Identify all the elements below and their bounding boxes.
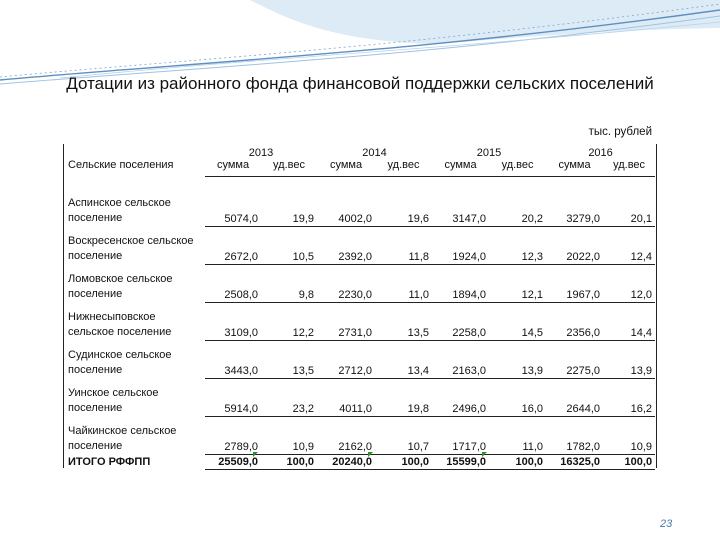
- settlement-name: Ломовское сельское поселение: [68, 272, 173, 300]
- settlement-name: Воскресенское сельское поселение: [68, 234, 194, 262]
- column-header-name: Сельские поселения: [68, 159, 174, 171]
- column-header-share: уд.вес: [375, 159, 432, 177]
- value-cell: 19,8: [375, 379, 432, 417]
- value-cell: 4002,0: [317, 177, 375, 227]
- value-cell: 13,5: [375, 303, 432, 341]
- table-row: [64, 303, 655, 341]
- error-marker-icon: [253, 452, 258, 457]
- column-header-share: уд.вес: [489, 159, 546, 177]
- value-cell: 3279,0: [546, 177, 603, 227]
- value-cell: 2508,0: [205, 265, 261, 303]
- unit-label: тыс. рублей: [588, 126, 652, 138]
- value-cell: 2356,0: [546, 303, 603, 341]
- value-cell: 11,0: [489, 417, 546, 455]
- value-cell: 13,9: [489, 341, 546, 379]
- value-cell: 2022,0: [546, 227, 603, 265]
- table-row: [64, 379, 655, 417]
- table-row: [64, 265, 655, 303]
- settlement-name: Нижнесыповское сельское поселение: [68, 310, 172, 338]
- settlement-name: Чайкинское сельское поселение: [68, 424, 177, 452]
- table-row: [64, 341, 655, 379]
- value-cell: 2644,0: [546, 379, 603, 417]
- column-header-share: уд.вес: [261, 159, 317, 177]
- column-header-sum: сумма: [205, 159, 261, 177]
- total-value: 25509,0: [205, 455, 261, 470]
- page-number: 23: [660, 518, 673, 530]
- year-header-2016: 2016: [588, 147, 613, 159]
- value-cell: 2789,0: [205, 417, 261, 455]
- value-cell: 10,9: [603, 417, 655, 455]
- subsidies-table: [64, 144, 655, 470]
- value-cell: 19,9: [261, 177, 317, 227]
- total-row: [64, 455, 655, 470]
- year-header-2014: 2014: [362, 147, 387, 159]
- year-header-empty: [64, 144, 205, 159]
- column-header-row: [64, 159, 655, 177]
- value-cell: 2392,0: [317, 227, 375, 265]
- value-cell: 1782,0: [546, 417, 603, 455]
- value-cell: 2163,0: [432, 341, 489, 379]
- settlement-name: Судинское сельское поселение: [68, 348, 172, 376]
- value-cell: 2496,0: [432, 379, 489, 417]
- value-cell: 20,1: [603, 177, 655, 227]
- value-cell: 10,9: [261, 417, 317, 455]
- value-cell: 2672,0: [205, 227, 261, 265]
- value-cell: 16,0: [489, 379, 546, 417]
- value-cell: 1717,0: [432, 417, 489, 455]
- value-cell: 23,2: [261, 379, 317, 417]
- value-cell: 13,5: [261, 341, 317, 379]
- value-cell: 12,2: [261, 303, 317, 341]
- year-header-row: [64, 144, 655, 159]
- value-cell: 3443,0: [205, 341, 261, 379]
- value-cell: 5074,0: [205, 177, 261, 227]
- value-cell: 13,4: [375, 341, 432, 379]
- total-value: 100,0: [489, 455, 546, 470]
- value-cell: 3109,0: [205, 303, 261, 341]
- value-cell: 3147,0: [432, 177, 489, 227]
- value-cell: 1894,0: [432, 265, 489, 303]
- table-row: [64, 417, 655, 455]
- table-row: [64, 177, 655, 227]
- value-cell: 10,7: [375, 417, 432, 455]
- value-cell: 9,8: [261, 265, 317, 303]
- value-cell: 4011,0: [317, 379, 375, 417]
- value-cell: 2731,0: [317, 303, 375, 341]
- column-header-sum: сумма: [317, 159, 375, 177]
- total-value: 15599,0: [432, 455, 489, 470]
- column-header-sum: сумма: [546, 159, 603, 177]
- value-cell: 10,5: [261, 227, 317, 265]
- value-cell: 11,0: [375, 265, 432, 303]
- year-header-2015: 2015: [476, 147, 502, 159]
- year-header-2013: 2013: [248, 147, 274, 159]
- value-cell: 12,3: [489, 227, 546, 265]
- value-cell: 19,6: [375, 177, 432, 227]
- column-header-share: уд.вес: [603, 159, 655, 177]
- page-title: Дотации из районного фонда финансовой поддержки сельских поселений: [66, 74, 654, 93]
- total-value: 20240,0: [317, 455, 375, 470]
- value-cell: 14,4: [603, 303, 655, 341]
- error-marker-icon: [482, 452, 487, 457]
- value-cell: 2230,0: [317, 265, 375, 303]
- table-row: [64, 227, 655, 265]
- value-cell: 12,4: [603, 227, 655, 265]
- total-label: ИТОГО РФФПП: [68, 455, 151, 468]
- value-cell: 1967,0: [546, 265, 603, 303]
- settlement-name: Уинское сельское поселение: [68, 386, 159, 414]
- settlement-name: Аспинское сельское поселение: [68, 196, 171, 224]
- column-header-sum: сумма: [432, 159, 489, 177]
- total-value: 100,0: [261, 455, 317, 470]
- value-cell: 11,8: [375, 227, 432, 265]
- value-cell: 12,0: [603, 265, 655, 303]
- value-cell: 2712,0: [317, 341, 375, 379]
- value-cell: 1924,0: [432, 227, 489, 265]
- value-cell: 2275,0: [546, 341, 603, 379]
- total-value: 100,0: [375, 455, 432, 470]
- value-cell: 20,2: [489, 177, 546, 227]
- value-cell: 12,1: [489, 265, 546, 303]
- total-value: 16325,0: [546, 455, 603, 470]
- value-cell: 5914,0: [205, 379, 261, 417]
- value-cell: 2258,0: [432, 303, 489, 341]
- error-marker-icon: [368, 452, 373, 457]
- value-cell: 16,2: [603, 379, 655, 417]
- total-value: 100,0: [603, 455, 655, 470]
- value-cell: 2162,0: [317, 417, 375, 455]
- value-cell: 13,9: [603, 341, 655, 379]
- value-cell: 14,5: [489, 303, 546, 341]
